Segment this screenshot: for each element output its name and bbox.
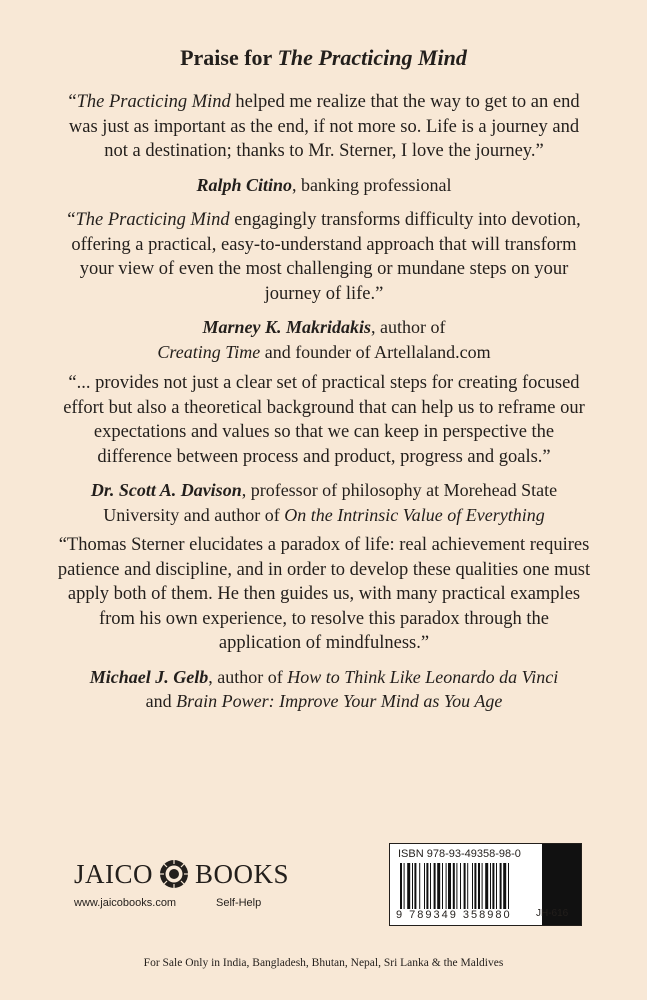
quote-open-mark: “ <box>68 92 77 112</box>
attribution-role: , professor of philosophy at Morehead State University and author of <box>103 480 558 525</box>
barcode-digits: 9 789349 358980 <box>396 909 512 921</box>
sale-notice: For Sale Only in India, Bangladesh, Bhutan, Nepal, Sri Lanka & the Maldives <box>143 957 504 969</box>
quote-body: engagingly transforms difficulty into devotion, offering a practical, easy-to-understand approach that will transform your view of even the most challenging or mundane steps on your journey of life.” <box>71 210 581 304</box>
publisher-name-left: JAICO <box>74 858 154 889</box>
attribution-role: , banking professional <box>292 174 452 195</box>
category-label: Self-Help <box>216 897 262 909</box>
testimonial <box>56 371 592 527</box>
heading-book-title: The Practicing Mind <box>277 45 467 70</box>
attribution <box>56 173 592 198</box>
quote-text <box>56 90 592 164</box>
attribution-role: , author of <box>208 666 288 687</box>
publisher-name-right: BOOKS <box>195 858 290 889</box>
quote-text: “... provides not just a clear set of practical steps for creating focused effort but also a theoretical background that can help us to reframe our expectations and values so that we can keep in perspective the difference between process and product, progress and goals.” <box>63 373 585 467</box>
heading-prefix: Praise for <box>180 45 278 70</box>
attribution-book: Creating Time <box>157 341 261 362</box>
barcode-bars <box>400 863 544 909</box>
testimonial <box>56 208 592 364</box>
attribution <box>56 315 592 364</box>
attribution-name: Marney K. Makridakis <box>202 317 372 337</box>
page-title <box>0 44 647 72</box>
attribution-name: Michael J. Gelb <box>89 666 209 687</box>
quote-text <box>56 208 592 306</box>
attribution-role-continued: and <box>145 691 177 711</box>
attribution-book: On the Intrinsic Value of Everything <box>284 504 545 525</box>
quote-body: helped me realize that the way to get to an end was just as important as the end, if not more so. Life is a journey and not a destination; thanks to Mr. Sterner, I love the journey.” <box>68 92 580 161</box>
testimonial <box>56 90 592 197</box>
attribution-book: How to Think Like Leonardo da Vinci <box>287 666 559 687</box>
quote-book-title: The Practicing Mind <box>76 92 231 112</box>
product-code: JH-616 <box>536 908 569 919</box>
attribution-role-continued: and founder of Artellaland.com <box>260 341 491 362</box>
publisher-logo <box>74 858 289 890</box>
attribution-name: Ralph Citino <box>196 174 293 195</box>
quote-book-title: The Practicing Mind <box>75 210 230 230</box>
quote-open-mark: “ <box>67 210 76 230</box>
sun-emblem-icon <box>159 859 189 889</box>
attribution <box>56 665 592 714</box>
attribution-book-2: Brain Power: Improve Your Mind as You Age <box>176 691 503 711</box>
quote-text: “Thomas Sterner elucidates a paradox of life: real achievement requires patience and discipline, and in order to develop these qualities one must apply both of them. He then guides us, with many practical examples from his own experience, to resolve this paradox through the application of mindfulness.” <box>57 535 591 653</box>
testimonial <box>56 533 592 714</box>
publisher-website: www.jaicobooks.com <box>74 897 177 909</box>
isbn-label: ISBN 978-93-49358-98-0 <box>398 848 521 860</box>
attribution <box>56 478 592 527</box>
attribution-name: Dr. Scott A. Davison <box>90 480 242 500</box>
attribution-role: , author of <box>371 317 446 337</box>
